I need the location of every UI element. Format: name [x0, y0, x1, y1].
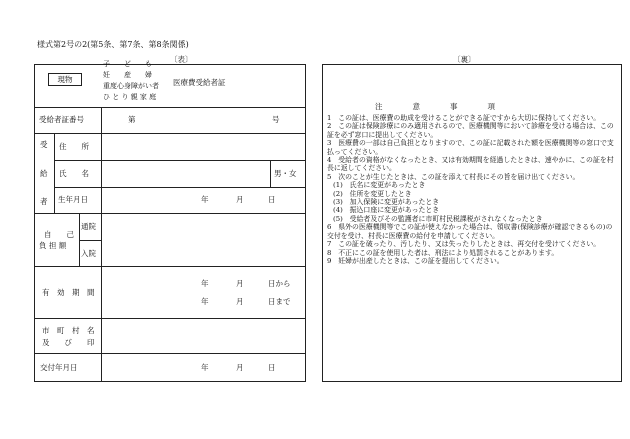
- validity-to-month: 月: [236, 297, 244, 306]
- sub-item-3: (3) 加入保険に変更があったとき: [333, 198, 440, 207]
- back-header: 〔裏〕: [453, 55, 476, 64]
- note-5-sub-items: [327, 181, 617, 223]
- validity-from-year: 年: [201, 279, 209, 288]
- issue-label: 交付年月日: [40, 363, 78, 372]
- sub-item-5: (5) 受給者及びその監護者に市町村民税課税がされなくなったとき: [333, 214, 543, 223]
- seal-label-2: 及 び 印: [42, 338, 95, 347]
- issue-year: 年: [201, 363, 209, 372]
- note-7: 7 この証を破ったり、汚したり、又は失ったりしたときは、再交付を受けてください。: [327, 240, 601, 249]
- number-dai: 第: [128, 115, 136, 124]
- note-2: 2 この証は保険診療にのみ適用されるので、医療機関等において診療を受ける場合は、この証を必ず窓口に提出してください。: [327, 122, 614, 139]
- seal-label-1: 市 町 村 名: [42, 326, 95, 335]
- sub-item-2: (2) 住所を変更したとき: [333, 189, 412, 198]
- birth-label: 生年月日: [58, 195, 88, 204]
- note-8: 8 不正にこの証を使用した者は、刑法により処罰されることがあります。: [327, 248, 559, 257]
- sub-item-1: (1) 氏名に変更があったとき: [333, 181, 426, 190]
- copay-label-2: 負 担 額: [39, 241, 67, 250]
- category-child: 子 ど も: [103, 60, 152, 68]
- birth-year: 年: [201, 195, 209, 204]
- category-pregnant: 妊 産 婦: [103, 71, 152, 79]
- note-1: 1 この証は、医療費の助成を受けることができる証ですから大切に保持してください。: [327, 114, 601, 122]
- note-6: 6 県外の医療機関等でこの証が使えなかった場合は、領収書(保険診療が確認できるもの)の交付を受け、村長に医療費の給付を申請してください。: [327, 223, 613, 240]
- recipient-label-3: 者: [40, 197, 48, 206]
- genbutsu-box: 現物: [48, 73, 82, 86]
- validity-to-year: 年: [201, 297, 209, 306]
- copay-label-1: 自 己: [44, 230, 74, 239]
- birth-month: 月: [236, 195, 244, 204]
- card-title: 医療費受給者証: [173, 78, 226, 87]
- sub-item-4: (4) 振込口座に変更があったとき: [333, 206, 440, 215]
- issue-day: 日: [268, 363, 276, 372]
- issue-month: 月: [236, 363, 244, 372]
- note-5: 5 次のことが生じたときは、この証を添えて村長にその旨を届け出てください。: [327, 172, 580, 181]
- validity-from-suffix: 日から: [268, 279, 291, 288]
- validity-from-month: 月: [236, 279, 244, 288]
- validity-to-suffix: 日まで: [268, 297, 291, 306]
- note-9: 9 妊婦が出産したときは、この証を提出してください。: [327, 256, 504, 265]
- front-header: 〔表〕: [170, 55, 193, 64]
- number-label: 受給者証番号: [39, 115, 84, 124]
- outpatient-label: 通院: [81, 222, 96, 231]
- notes-list: [327, 114, 617, 265]
- number-go: 号: [272, 115, 280, 124]
- address-label: 住 所: [59, 142, 89, 151]
- note-3: 3 医療費の一部は自己負担となりますので、この証に記載された額を医療機関等の窓口で支払ってください。: [327, 139, 614, 156]
- form-id: 様式第2号の2(第5条、第7条、第8条関係): [37, 40, 189, 49]
- name-label: 氏 名: [59, 169, 89, 178]
- inpatient-label: 入院: [81, 249, 96, 258]
- recipient-label-1: 受: [40, 140, 48, 149]
- recipient-label-2: 給: [40, 169, 48, 178]
- category-disabled: 重度心身障がい者: [103, 82, 159, 90]
- validity-label: 有 効 期 間: [42, 288, 95, 297]
- birth-day: 日: [268, 195, 276, 204]
- sex-label: 男・女: [274, 169, 297, 178]
- note-4: 4 受給者の資格がなくなったとき、又は有効期間を経過したときは、速やかに、この証を村長に返してください。: [327, 156, 614, 173]
- category-single-parent: ひ と り 親 家 庭: [103, 93, 157, 101]
- notes-title: 注 意 事 項: [375, 102, 495, 111]
